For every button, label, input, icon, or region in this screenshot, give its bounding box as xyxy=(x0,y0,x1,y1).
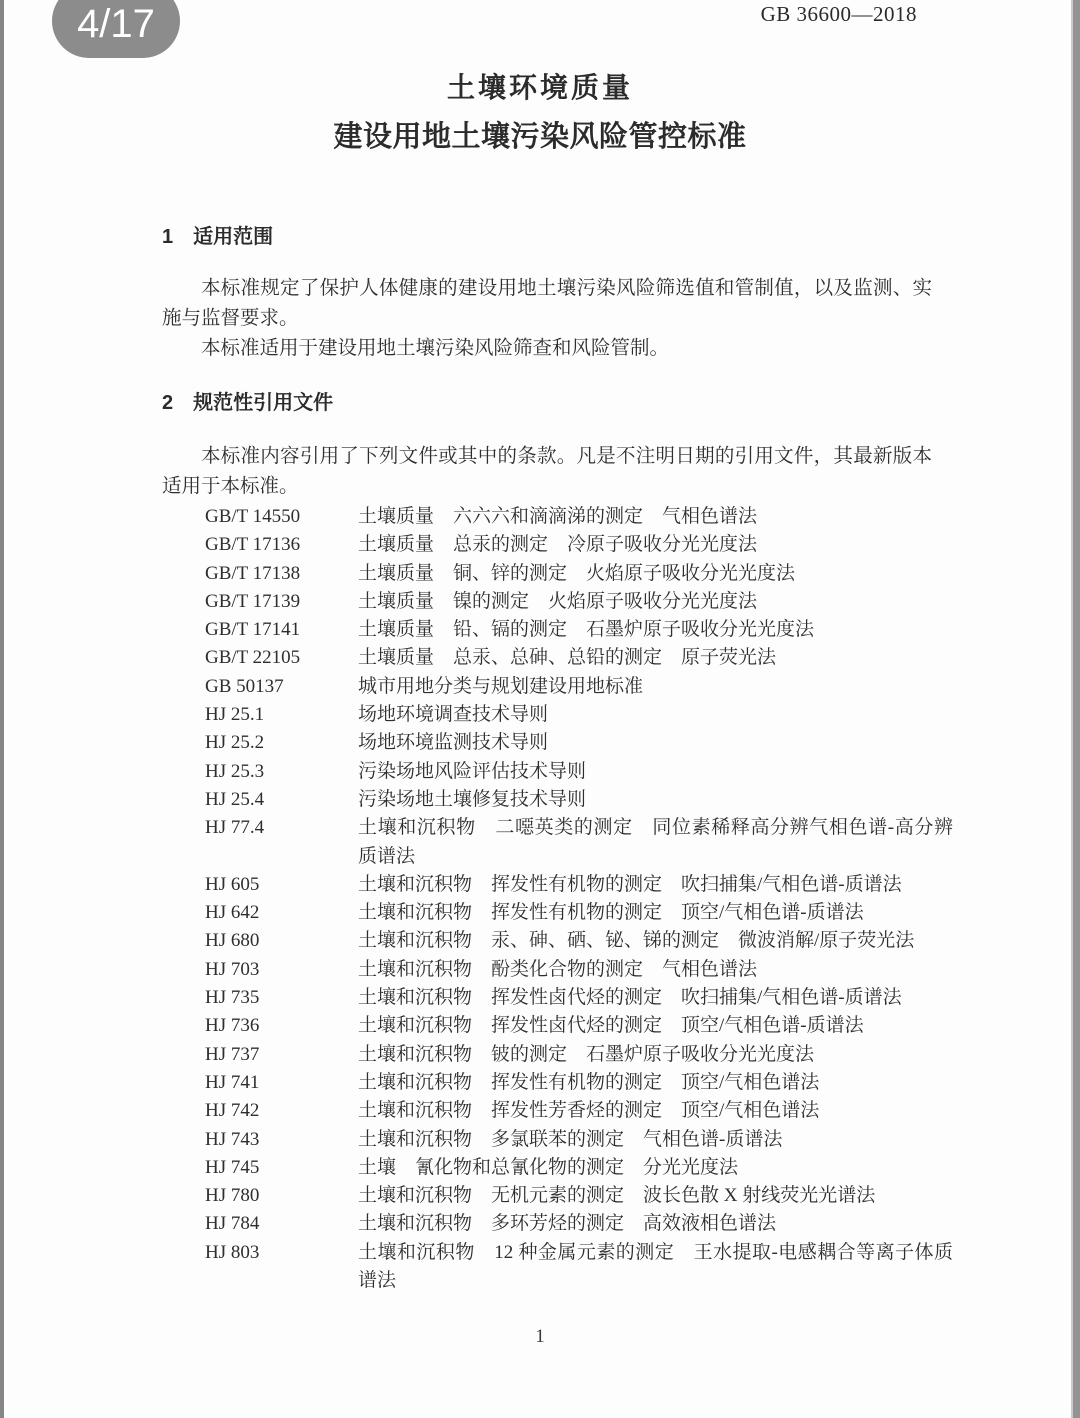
reference-item xyxy=(205,927,955,955)
page-left-edge xyxy=(0,0,4,1418)
references-intro-paragraph: 本标准内容引用了下列文件或其中的条款。凡是不注明日期的引用文件，其最新版本适用于本标准。 xyxy=(162,446,932,497)
reference-item xyxy=(205,786,955,814)
reference-id: HJ 642 xyxy=(205,902,260,924)
reference-id: HJ 741 xyxy=(205,1071,260,1093)
page-number: 1 xyxy=(535,1326,545,1347)
reference-title: 土壤和沉积物 挥发性卤代烃的测定 吹扫捕集/气相色谱-质谱法 xyxy=(358,987,902,1009)
reference-title: 土壤和沉积物 挥发性卤代烃的测定 顶空/气相色谱-质谱法 xyxy=(358,1015,864,1037)
references-list xyxy=(205,503,955,1295)
reference-id: HJ 680 xyxy=(205,930,260,952)
reference-item xyxy=(205,899,955,927)
reference-title: 土壤和沉积物 汞、砷、硒、铋、锑的测定 微波消解/原子荧光法 xyxy=(358,930,915,952)
reference-title: 土壤和沉积物 挥发性芳香烃的测定 顶空/气相色谱法 xyxy=(358,1100,820,1122)
reference-id: GB/T 17139 xyxy=(205,590,301,612)
reference-item xyxy=(205,588,955,616)
reference-id: HJ 735 xyxy=(205,987,260,1009)
reference-title: 土壤质量 铜、锌的测定 火焰原子吸收分光光度法 xyxy=(358,562,796,584)
reference-title: 污染场地土壤修复技术导则 xyxy=(358,788,587,810)
reference-item xyxy=(205,673,955,701)
reference-id: HJ 605 xyxy=(205,873,260,895)
reference-id: GB 50137 xyxy=(205,675,284,697)
reference-item xyxy=(205,1182,955,1210)
reference-id: HJ 743 xyxy=(205,1128,260,1150)
reference-id: HJ 25.2 xyxy=(205,732,265,754)
scope-paragraph-1: 本标准规定了保护人体健康的建设用地土壤污染风险筛选值和管制值，以及监测、实施与监督要求。 xyxy=(162,278,932,329)
reference-item xyxy=(205,701,955,729)
reference-item xyxy=(205,1069,955,1097)
reference-title: 土壤质量 镍的测定 火焰原子吸收分光光度法 xyxy=(358,590,758,612)
reference-title: 土壤和沉积物 12 种金属元素的测定 王水提取-电感耦合等离子体质谱法 xyxy=(358,1241,953,1292)
page-indicator-badge xyxy=(52,0,180,58)
reference-title: 土壤和沉积物 挥发性有机物的测定 顶空/气相色谱法 xyxy=(358,1071,820,1093)
reference-item xyxy=(205,956,955,984)
reference-title: 土壤质量 总汞的测定 冷原子吸收分光光度法 xyxy=(358,534,758,556)
reference-title: 土壤 氰化物和总氰化物的测定 分光光度法 xyxy=(358,1156,739,1178)
reference-title: 土壤和沉积物 挥发性有机物的测定 吹扫捕集/气相色谱-质谱法 xyxy=(358,873,902,895)
reference-item xyxy=(205,1097,955,1125)
reference-id: HJ 25.4 xyxy=(205,788,265,810)
reference-item xyxy=(205,729,955,757)
reference-title: 土壤和沉积物 酚类化合物的测定 气相色谱法 xyxy=(358,958,758,980)
reference-id: HJ 780 xyxy=(205,1185,260,1207)
reference-item xyxy=(205,644,955,672)
scope-paragraph-2: 本标准适用于建设用地土壤污染风险筛查和风险管制。 xyxy=(201,338,670,359)
page-right-edge xyxy=(1071,0,1080,1418)
reference-title: 污染场地风险评估技术导则 xyxy=(358,760,587,782)
reference-item xyxy=(205,560,955,588)
reference-title: 土壤和沉积物 多氯联苯的测定 气相色谱-质谱法 xyxy=(358,1128,783,1150)
reference-id: HJ 25.1 xyxy=(205,704,265,726)
reference-item xyxy=(205,531,955,559)
reference-id: HJ 803 xyxy=(205,1241,260,1263)
reference-id: GB/T 14550 xyxy=(205,506,301,527)
reference-title: 城市用地分类与规划建设用地标准 xyxy=(358,675,644,697)
reference-id: HJ 737 xyxy=(205,1043,260,1065)
reference-title: 土壤和沉积物 挥发性有机物的测定 顶空/气相色谱-质谱法 xyxy=(358,902,864,924)
reference-item xyxy=(205,1154,955,1182)
reference-title: 场地环境调查技术导则 xyxy=(358,704,549,726)
reference-id: HJ 77.4 xyxy=(205,817,265,839)
reference-title: 土壤和沉积物 多环芳烃的测定 高效液相色谱法 xyxy=(358,1213,777,1235)
reference-item xyxy=(205,503,955,531)
reference-item xyxy=(205,616,955,644)
reference-title: 土壤和沉积物 二噁英类的测定 同位素稀释高分辨气相色谱-高分辨质谱法 xyxy=(358,817,953,867)
reference-id: HJ 745 xyxy=(205,1156,260,1178)
reference-item xyxy=(205,871,955,899)
reference-id: HJ 703 xyxy=(205,958,260,980)
section-references-heading: 2 规范性引用文件 xyxy=(162,392,334,414)
reference-item xyxy=(205,814,955,871)
reference-title: 土壤质量 铅、镉的测定 石墨炉原子吸收分光光度法 xyxy=(358,619,815,641)
reference-item xyxy=(205,1012,955,1040)
reference-title: 土壤和沉积物 无机元素的测定 波长色散 X 射线荧光光谱法 xyxy=(358,1185,876,1207)
reference-item xyxy=(205,758,955,786)
reference-id: HJ 25.3 xyxy=(205,760,265,782)
reference-item xyxy=(205,1239,955,1296)
reference-title: 土壤质量 六六六和滴滴涕的测定 气相色谱法 xyxy=(358,506,758,527)
standard-code: GB 36600—2018 xyxy=(760,2,917,26)
doc-title-line1: 土壤环境质量 xyxy=(446,72,633,103)
reference-title: 土壤质量 总汞、总砷、总铅的测定 原子荧光法 xyxy=(358,647,777,669)
reference-id: HJ 742 xyxy=(205,1100,260,1122)
page-indicator-label: 4/17 xyxy=(77,1,155,46)
doc-title-line2: 建设用地土壤污染风险管控标准 xyxy=(333,121,747,153)
reference-title: 土壤和沉积物 铍的测定 石墨炉原子吸收分光光度法 xyxy=(358,1043,815,1065)
reference-item xyxy=(205,1126,955,1154)
reference-id: GB/T 17136 xyxy=(205,534,301,556)
reference-id: GB/T 17138 xyxy=(205,562,301,584)
reference-id: GB/T 22105 xyxy=(205,647,301,669)
reference-id: GB/T 17141 xyxy=(205,619,301,641)
reference-item xyxy=(205,1041,955,1069)
reference-item xyxy=(205,984,955,1012)
section-scope-body xyxy=(162,274,932,364)
section-references-intro xyxy=(162,442,932,502)
reference-title: 场地环境监测技术导则 xyxy=(358,732,549,754)
reference-id: HJ 784 xyxy=(205,1213,260,1235)
reference-id: HJ 736 xyxy=(205,1015,260,1037)
section-scope-heading: 1 适用范围 xyxy=(162,226,274,248)
reference-item xyxy=(205,1210,955,1238)
